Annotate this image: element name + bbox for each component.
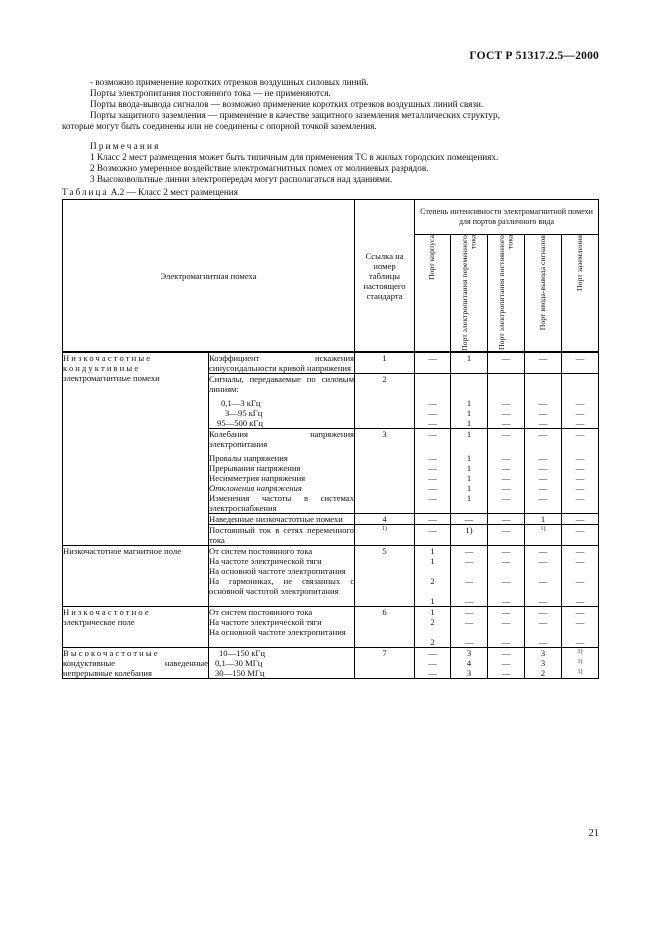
- intro-line: которые могут быть соединены или не соединены с опорной точкой заземления.: [62, 121, 377, 131]
- value-cell: —: [488, 514, 525, 525]
- phenomenon-desc: Постоянный ток в сетях переменного тока: [209, 525, 355, 545]
- value-cell: 1): [525, 525, 562, 546]
- header-port-signal: Порт ввода-вывода сигналов: [525, 235, 562, 353]
- value-cell: — — — —: [525, 546, 562, 607]
- value-cell: — — — — — —: [488, 429, 525, 514]
- intro-line: Порты защитного заземления — применение в качестве защитного заземления металлических структур,: [90, 110, 500, 120]
- category-lf-conducted: Низкочастотные кондуктивные электромагнитные помехи: [63, 352, 209, 546]
- value-cell: — — — — — —: [415, 429, 451, 514]
- value-cell: — — —: [451, 607, 488, 648]
- header-reference: Ссылка на номер таблицы настоящего стандарта: [355, 200, 415, 353]
- header-phenomenon: Электромагнитная помеха: [63, 200, 355, 353]
- intro-text: [62, 77, 602, 132]
- value-cell: —: [562, 352, 599, 374]
- intro-line: Порты ввода-вывода сигналов — возможно применение коротких отрезков воздушных линий связи.: [90, 99, 484, 109]
- value-cell: — — —: [488, 374, 525, 429]
- value-cell: — — —: [415, 648, 451, 679]
- value-cell: — — — — — —: [525, 429, 562, 514]
- value-cell: —: [451, 514, 488, 525]
- phenomenon-desc: Наведенные низкочастотные помехи: [209, 514, 355, 525]
- table-row: [63, 648, 599, 679]
- category-hf-conducted: Высокочастотные кондуктивные наведенные непрерывные колебания: [63, 648, 208, 678]
- value-cell: —: [562, 525, 599, 546]
- reference-cell: 7: [355, 648, 415, 679]
- value-cell: 1 1 2 1: [415, 546, 451, 607]
- value-cell: 3 3 2: [525, 648, 562, 679]
- header-ports-group: Степень интенсивности электромагнитной помехи для портов различного вида: [415, 200, 599, 235]
- table-row: [63, 607, 599, 648]
- value-cell: — — —: [562, 607, 599, 648]
- emc-table: [62, 199, 599, 679]
- value-cell: 1 1 1 1 1 1: [451, 429, 488, 514]
- header-port-enclosure: Порт корпуса: [415, 235, 451, 353]
- value-cell: —: [415, 514, 451, 525]
- value-cell: — — —: [525, 374, 562, 429]
- notes-title: Примечания: [90, 141, 161, 151]
- value-cell: — — — —: [562, 546, 599, 607]
- phenomenon-desc: От систем постоянного тока На частоте электрической тяги На основной частоте электропитания: [209, 607, 355, 648]
- value-cell: 1: [451, 352, 488, 374]
- reference-cell: 3: [355, 429, 415, 514]
- note-item: 3 Высоковольтные линии электропередач могут располагаться над зданиями.: [90, 174, 393, 184]
- table-row: [63, 352, 599, 374]
- value-cell: $^{1)}$ $^{1)}$ $^{1)}$: [562, 648, 599, 679]
- header-port-ac: Порт электропитания переменного тока: [451, 235, 488, 353]
- reference-cell: 5: [355, 546, 415, 607]
- reference-cell: 1: [355, 352, 415, 374]
- value-cell: —: [488, 352, 525, 374]
- reference-cell: 6: [355, 607, 415, 648]
- category-lf-electric: Низкочастотное электрическое поле: [63, 607, 209, 648]
- intro-line: - возможно применение коротких отрезков воздушных силовых линий.: [90, 77, 369, 87]
- value-cell: —: [415, 525, 451, 546]
- value-cell: —: [562, 514, 599, 525]
- header-port-earth: Порт заземления: [562, 235, 599, 353]
- value-cell: 3 4 3: [451, 648, 488, 679]
- value-cell: 1): [451, 525, 488, 546]
- category-lf-magnetic: Низкочастотное магнитное поле: [63, 546, 209, 607]
- value-cell: — — —: [562, 374, 599, 429]
- reference-cell: 1): [355, 525, 415, 546]
- notes: [62, 141, 602, 185]
- value-cell: — — —: [415, 374, 451, 429]
- reference-cell: 4: [355, 514, 415, 525]
- phenomenon-desc: Коэффициент искажения синусоидальности кривой напряжения: [209, 353, 355, 373]
- table-caption-prefix: Таблица: [62, 187, 109, 197]
- phenomenon-desc: От систем постоянного тока На частоте электрической тяги На основной частоте электропитания На гармониках, не связанных с основной частотой электропитания: [209, 546, 355, 607]
- reference-cell: 2: [355, 374, 415, 429]
- value-cell: —: [525, 352, 562, 374]
- header-port-dc: Порт электропитания постоянного тока: [488, 235, 525, 353]
- value-cell: —: [488, 525, 525, 546]
- value-cell: 1 2 2: [415, 607, 451, 648]
- table-caption: [62, 187, 238, 197]
- value-cell: — — —: [488, 607, 525, 648]
- value-cell: 1: [525, 514, 562, 525]
- value-cell: —: [415, 352, 451, 374]
- note-item: 1 Класс 2 мест размещения может быть типичным для применения ТС в жилых городских помещениях.: [90, 152, 499, 162]
- phenomenon-desc: Колебания напряжения электропитания Провалы напряжения Прерывания напряжения Несимметрия напряжения Отклонения напряжения Изменения частоты в системах электроснабжения: [209, 429, 355, 513]
- note-item: 2 Возможно умеренное воздействие электромагнитных помех от молниевых разрядов.: [90, 163, 429, 173]
- document-header: ГОСТ Р 51317.2.5—2000: [469, 50, 599, 62]
- page-number: 21: [588, 828, 599, 839]
- intro-line: Порты электропитания постоянного тока — не применяются.: [90, 88, 331, 98]
- value-cell: — — — —: [451, 546, 488, 607]
- value-cell: — — — —: [488, 546, 525, 607]
- phenomenon-desc: 10—150 кГц 0,1—30 МГц 30—150 МГц: [209, 648, 355, 679]
- table-row: [63, 546, 599, 607]
- value-cell: — — —: [488, 648, 525, 679]
- table-caption-label: А.2 — Класс 2 мест размещения: [110, 187, 238, 197]
- value-cell: 1 1 1: [451, 374, 488, 429]
- phenomenon-desc: Сигналы, передаваемые по силовым линиям: 0,1—3 кГц 3—95 кГц 95—500 кГц: [209, 374, 355, 428]
- value-cell: — — — — — —: [562, 429, 599, 514]
- value-cell: — — —: [525, 607, 562, 648]
